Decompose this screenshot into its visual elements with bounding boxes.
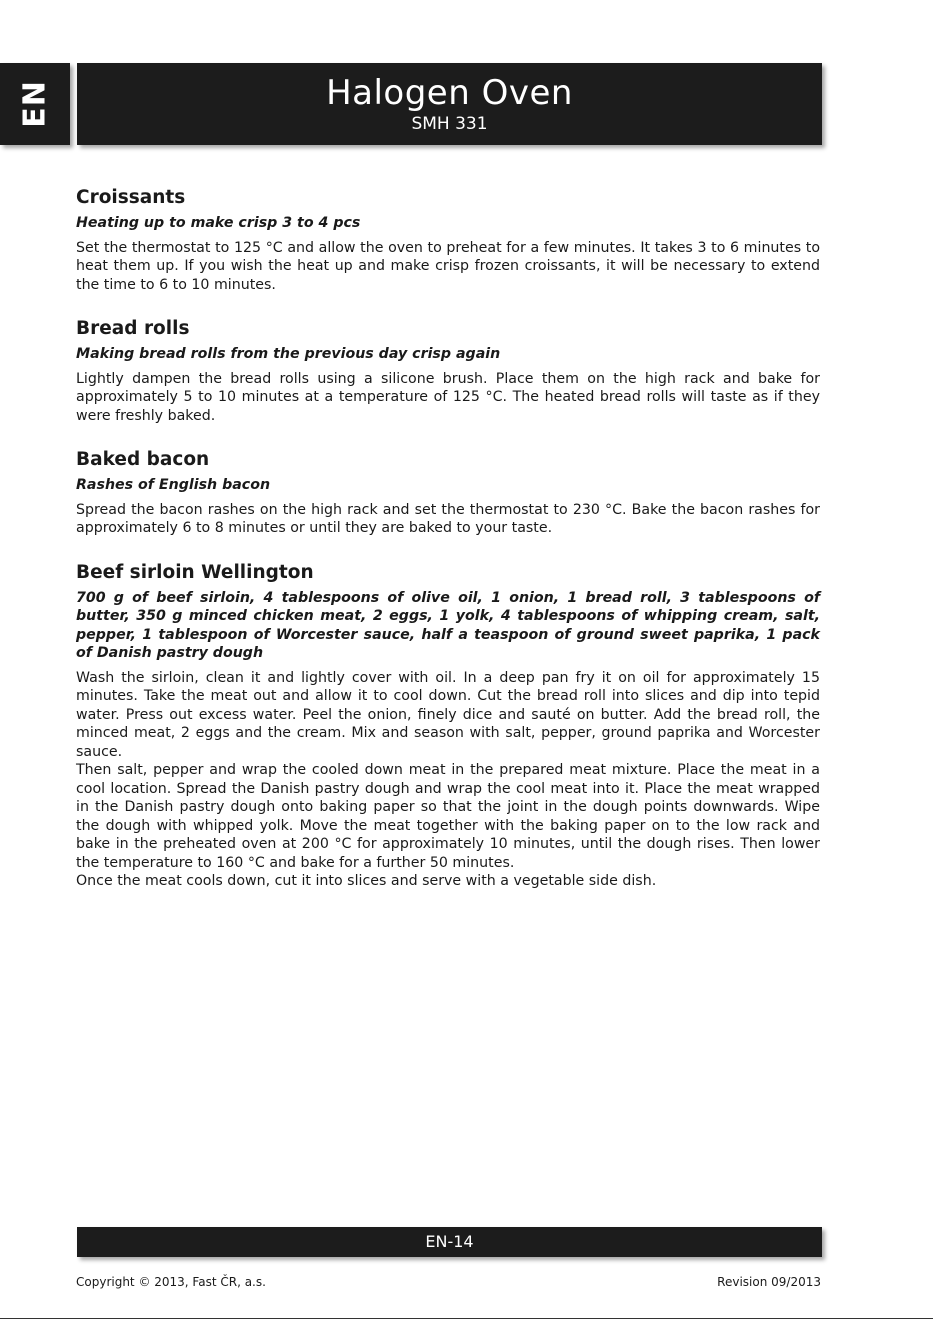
- revision-text: Revision 09/2013: [717, 1275, 821, 1289]
- recipe-paragraph: Lightly dampen the bread rolls using a silicone brush. Place them on the high rack and bake for approximately 5 to 10 minutes at a temperature of 125 °C. The heated bread rolls will taste as if they were freshly baked.: [76, 370, 820, 424]
- recipe-heading: Croissants: [76, 187, 186, 208]
- page-title: Halogen Oven: [326, 73, 573, 113]
- recipe-section: [76, 315, 820, 425]
- recipe-subheading: Heating up to make crisp 3 to 4 pcs: [76, 215, 361, 231]
- recipe-section: [76, 446, 820, 538]
- recipe-paragraph: Spread the bacon rashes on the high rack and set the thermostat to 230 °C. Bake the bacon rashes for approximately 6 to 8 minutes or until they are baked to your taste.: [76, 501, 820, 536]
- recipe-subheading: 700 g of beef sirloin, 4 tablespoons of olive oil, 1 onion, 1 bread roll, 3 tablespoons of butter, 350 g minced chicken meat, 2 eggs, 1 yolk, 4 tablespoons of whipping cream, salt, pepper, 1 tablespoon of Worcester sauce, half a teaspoon of ground sweet paprika, 1 pack of Danish pastry dough: [76, 589, 820, 661]
- language-tab: [0, 63, 70, 145]
- recipe-paragraph: Then salt, pepper and wrap the cooled down meat in the prepared meat mixture. Place the meat in a cool location. Spread the Danish pastry dough and wrap the cool meat into it. Place the meat wrapped in the Danish pastry dough onto baking paper so that the joint in the dough points downwards. Wipe the dough with whipped yolk. Move the meat together with the baking paper on to the low rack and bake in the preheated oven at 200 °C for approximately 10 minutes, until the dough rises. Then lower the temperature to 160 °C and bake for a further 50 minutes.: [76, 762, 820, 871]
- recipe-heading: Beef sirloin Wellington: [76, 561, 314, 583]
- page-number: EN-14: [425, 1232, 474, 1251]
- recipe-paragraph: Set the thermostat to 125 °C and allow the oven to preheat for a few minutes. It takes 3 to 6 minutes to heat them up. If you wish the heat up and make crisp frozen croissants, it will be necessary to extend the time to 6 to 10 minutes.: [76, 239, 820, 293]
- model-number: SMH 331: [411, 114, 488, 134]
- page-number-bar: [77, 1227, 822, 1257]
- recipe-paragraph: Wash the sirloin, clean it and lightly cover with oil. In a deep pan fry it on oil for approximately 15 minutes. Take the meat out and allow it to cool down. Cut the bread roll into slices and dip into tepid water. Press out excess water. Peel the onion, finely dice and sauté on butter. Add the bread roll, the minced meat, 2 eggs and the cream. Mix and season with salt, pepper, ground paprika and Worcester sauce.: [76, 669, 820, 760]
- recipe-paragraph: Once the meat cools down, cut it into slices and serve with a vegetable side dish.: [76, 873, 657, 889]
- recipe-heading: Bread rolls: [76, 318, 190, 339]
- recipe-subheading: Making bread rolls from the previous day crisp again: [76, 346, 501, 362]
- page-header: [77, 63, 822, 145]
- recipe-subheading: Rashes of English bacon: [76, 477, 271, 493]
- recipe-content: [76, 184, 820, 912]
- language-code: EN: [17, 80, 53, 128]
- recipe-section: [76, 559, 820, 891]
- copyright-text: Copyright © 2013, Fast ČR, a.s.: [76, 1275, 266, 1289]
- recipe-section: [76, 184, 820, 294]
- bottom-divider: [0, 1318, 933, 1319]
- recipe-heading: Baked bacon: [76, 449, 210, 470]
